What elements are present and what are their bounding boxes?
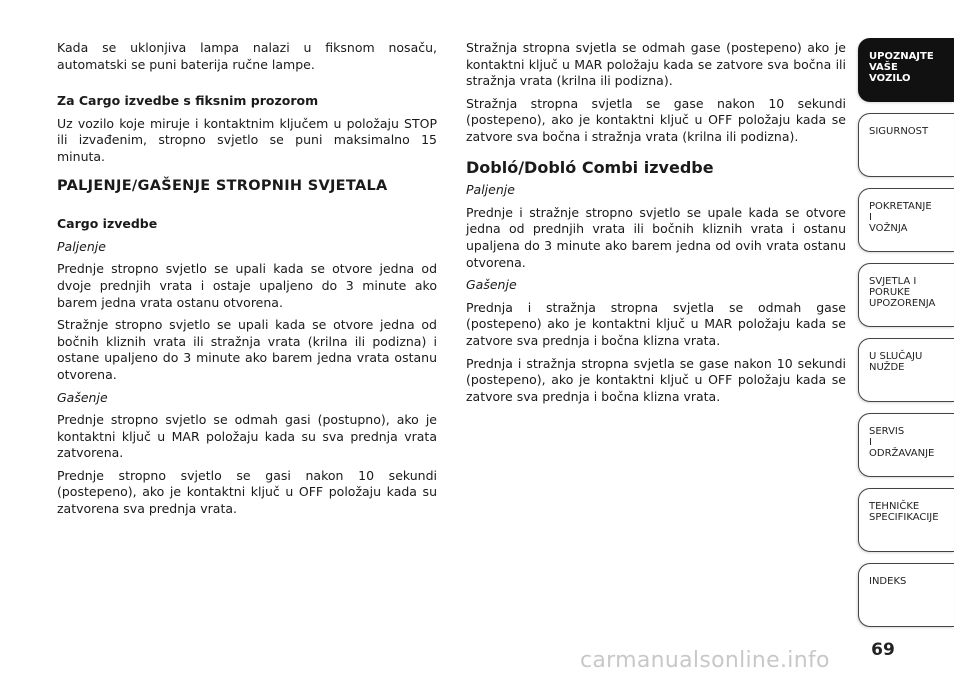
paragraph: Prednje stropno svjetlo se gasi nakon 10 sekundi (postepeno), ako je kontaktni ključ u OFF položaju kada su zatvorena sva prednja vrata. xyxy=(57,467,437,517)
tab-pokretanje[interactable] xyxy=(858,188,954,252)
subheading: Cargo izvedbe xyxy=(57,216,158,232)
paragraph: Prednje stropno svjetlo se upali kada se otvore jedna od dvoje prednjih vrata i ostaje upaljeno do 3 minute ako barem jedna vrata ostanu otvorena. xyxy=(57,261,437,310)
paragraph: Prednje i stražnje stropno svjetlo se upale kada se otvore jedna od prednjih vrata ili bočnih kliznih vrata i ostanu upaljena do 3 minute ako barem jedna od ovih vrata ostanu otvorena. xyxy=(466,204,846,270)
tab-svjetla[interactable] xyxy=(858,263,954,327)
tab-label: SIGURNOST xyxy=(869,126,929,137)
italic-label: Paljenje xyxy=(57,238,106,254)
paragraph: Stražnja stropna svjetla se gase nakon 10 sekundi (postepeno), ako je kontaktni ključ u OFF položaju kada se zatvore sva bočna i stražnja vrata (krilna ili podizna). xyxy=(466,95,846,144)
tab-servis[interactable] xyxy=(858,413,954,477)
tab-label: TEHNIČKE SPECIFIKACIJE xyxy=(869,501,939,523)
section-title: PALJENJE/GAŠENJE STROPNIH SVJETALA xyxy=(57,177,388,194)
tab-label: INDEKS xyxy=(869,576,907,587)
tab-label: SERVIS I ODRŽAVANJE xyxy=(869,426,935,459)
tab-upoznajte[interactable] xyxy=(858,38,954,102)
subheading: Za Cargo izvedbe s fiksnim prozorom xyxy=(57,93,319,109)
tab-nuzda[interactable] xyxy=(858,338,954,402)
left-column xyxy=(57,40,437,524)
paragraph: Prednja i stražnja stropna svjetla se gase nakon 10 sekundi (postepeno), ako je kontaktni ključ u OFF položaju kada se zatvore sva prednja i bočna klizna vrata. xyxy=(466,355,846,404)
paragraph: Stražnje stropno svjetlo se upali kada se otvore jedna od bočnih kliznih vrata ili stražnja vrata (krilna ili podizna) i ostane upaljeno do 3 minute ako barem jedna vrata ostanu otvorena. xyxy=(57,317,437,382)
italic-label: Paljenje xyxy=(466,182,515,198)
italic-label: Gašenje xyxy=(57,389,108,405)
right-column xyxy=(466,40,846,411)
tab-tehnicke[interactable] xyxy=(858,488,954,552)
paragraph: Uz vozilo koje miruje i kontaktnim ključem u položaju STOP ili izvađenim, stropno svjetlo se puni maksimalno 15 minuta. xyxy=(57,115,437,164)
tab-sigurnost[interactable] xyxy=(858,113,954,177)
italic-label: Gašenje xyxy=(466,277,517,293)
tab-label: POKRETANJE I VOŽNJA xyxy=(869,201,932,234)
paragraph: Prednja i stražnja stropna svjetla se odmah gase (postepeno) ako je kontaktni ključ u MAR položaju kada se zatvore sva prednja i bočna klizna vrata. xyxy=(466,299,846,348)
watermark: carmanualsonline.info xyxy=(580,648,830,673)
tab-label: U SLUČAJU NUŽDE xyxy=(869,351,923,373)
paragraph: Kada se uklonjiva lampa nalazi u fiksnom nosaču, automatski se puni baterija ručne lampe. xyxy=(57,40,437,72)
tab-label: SVJETLA I PORUKE UPOZORENJA xyxy=(869,276,936,309)
tab-indeks[interactable] xyxy=(858,563,954,627)
section-title: Dobló/Dobló Combi izvedbe xyxy=(466,157,714,177)
paragraph: Prednje stropno svjetlo se odmah gasi (postupno), ako je kontaktni ključ u MAR položaju kada su sva prednja vrata zatvorena. xyxy=(57,412,437,461)
paragraph: Stražnja stropna svjetla se odmah gase (postepeno) ako je kontaktni ključ u MAR položaju kada se zatvore sva bočna ili stražnja vrata (krilna ili podizna). xyxy=(466,40,846,89)
page-number: 69 xyxy=(871,640,895,660)
tab-label: UPOZNAJTE VAŠE VOZILO xyxy=(869,51,934,84)
